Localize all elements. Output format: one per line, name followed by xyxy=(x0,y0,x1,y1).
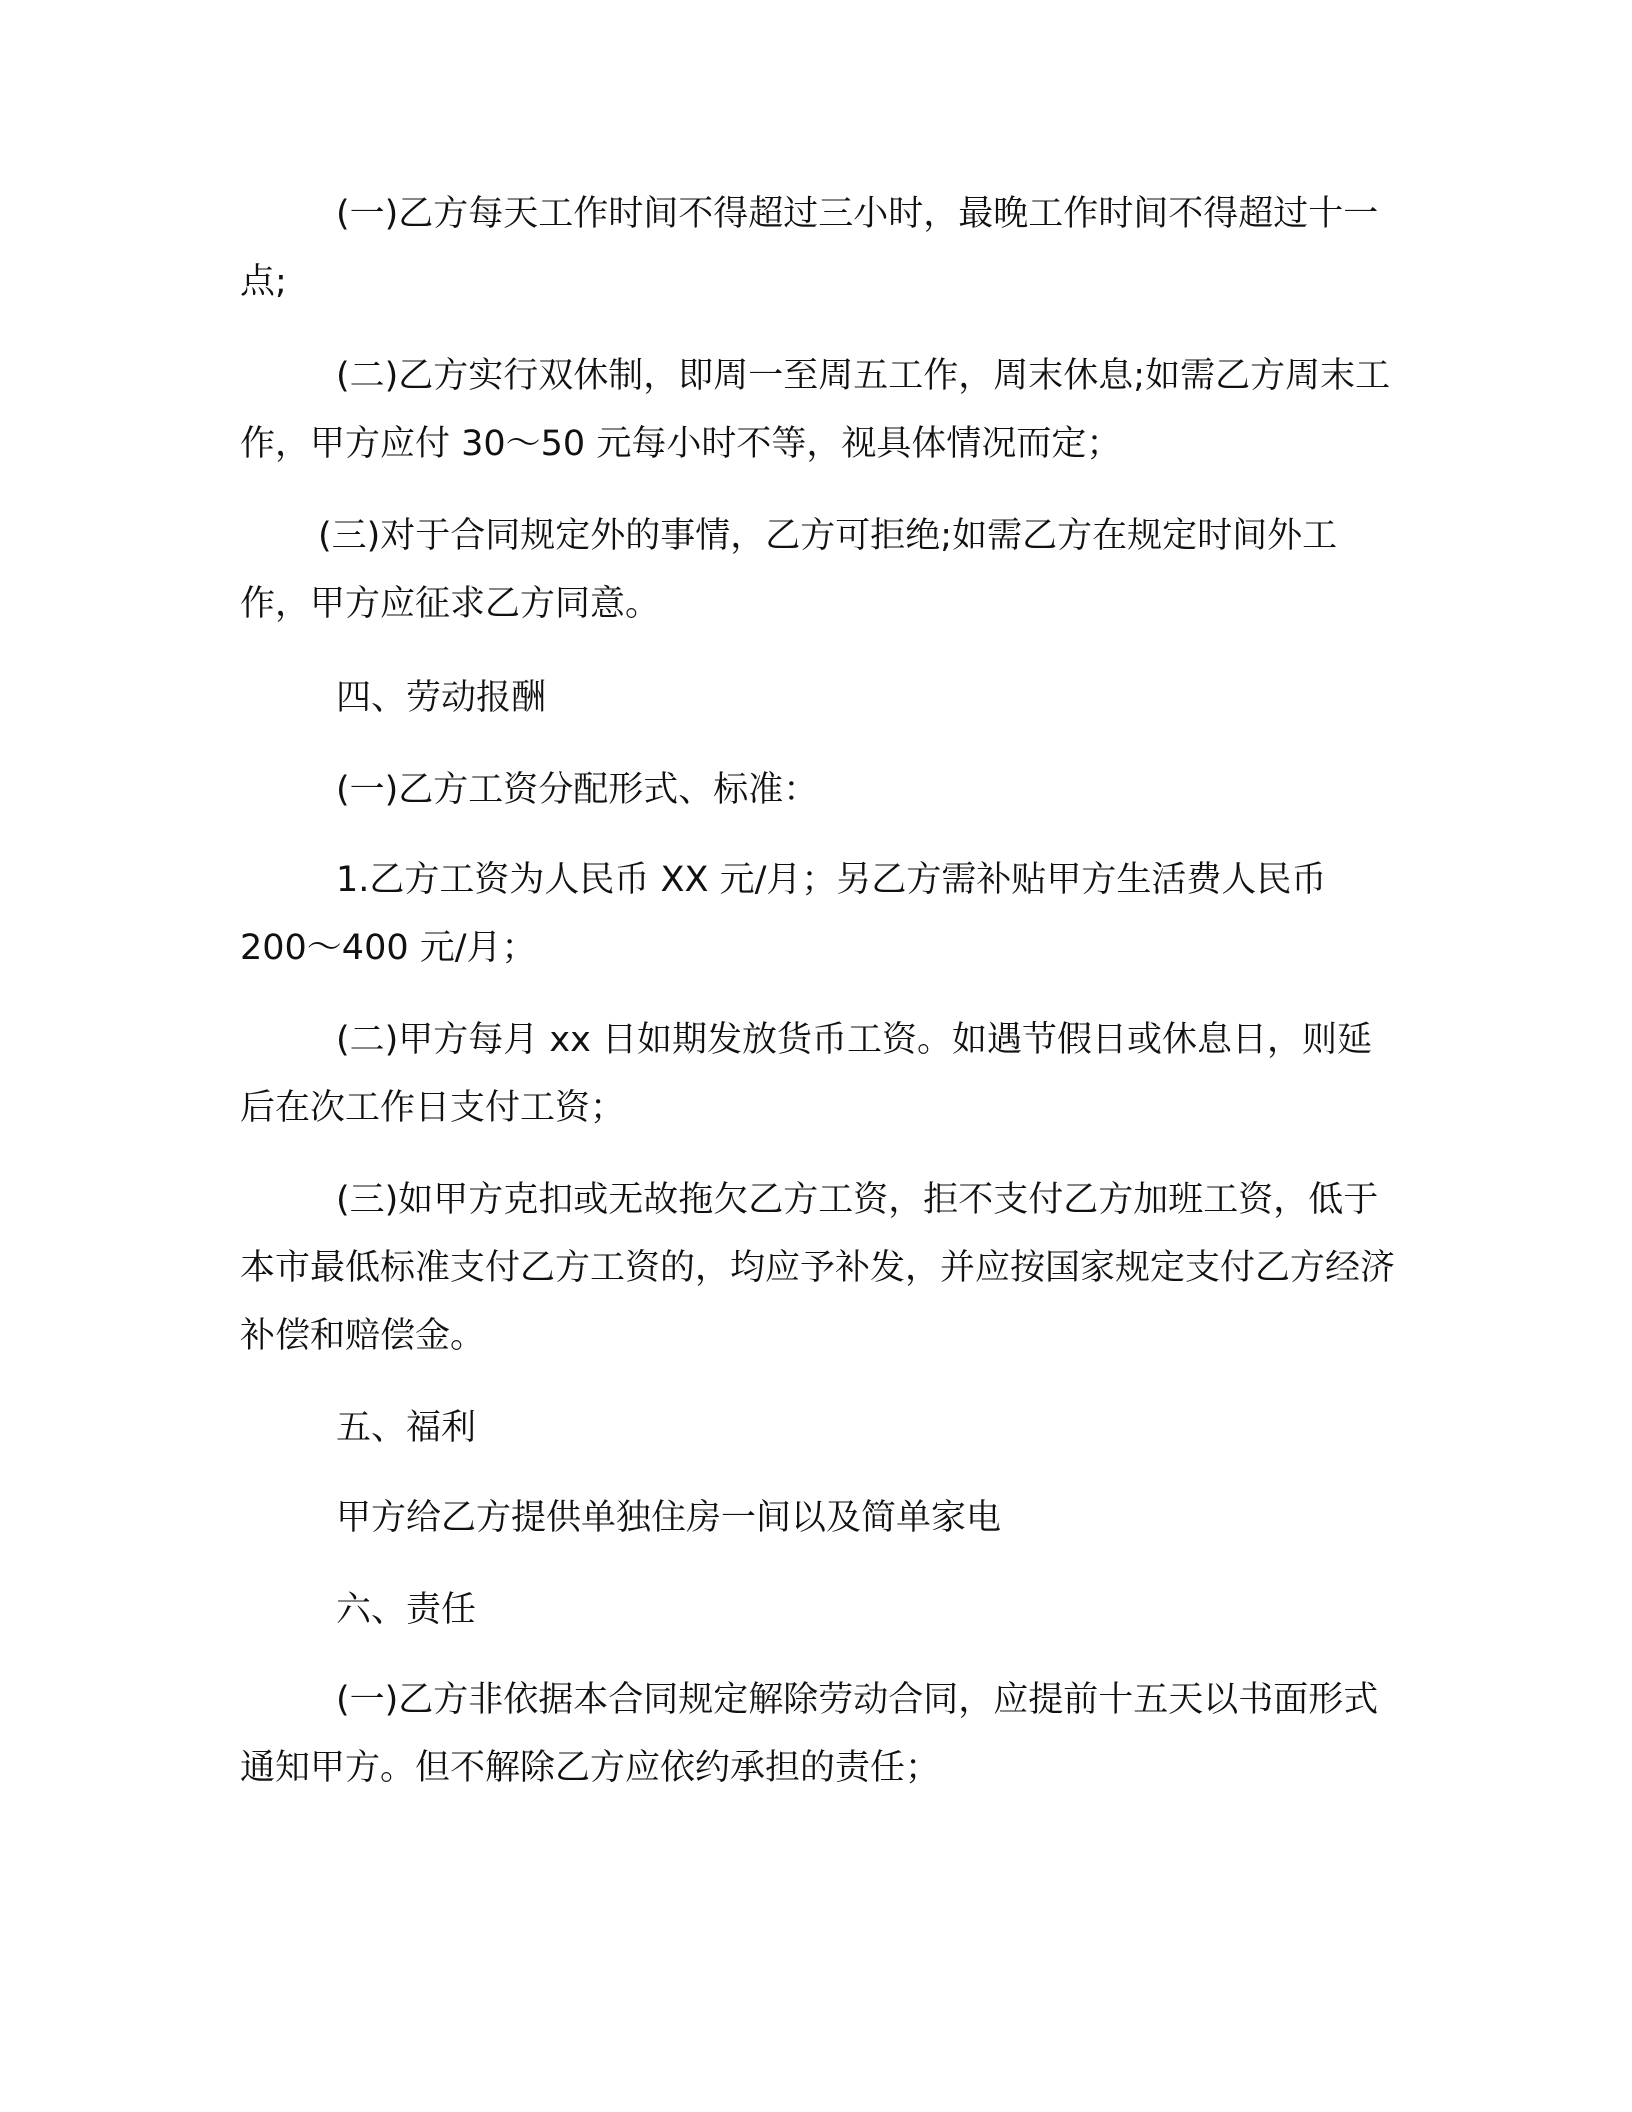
clause-salary-amount: 1.乙方工资为人民币 XX 元/月；另乙方需补贴甲方生活费人民币 200～400 元/月； xyxy=(240,860,1327,968)
clause-extra-work: (三)对于合同规定外的事情，乙方可拒绝;如需乙方在规定时间外工作，甲方应征求乙方同意。 xyxy=(240,516,1338,624)
clause-pay-day: (二)甲方每月 xx 日如期发放货币工资。如遇节假日或休息日，则延后在次工作日支付工资； xyxy=(240,1020,1372,1128)
section-heading-welfare: 五、福利 xyxy=(336,1408,477,1448)
section-heading-remuneration: 四、劳动报酬 xyxy=(336,678,547,718)
clause-termination-notice: (一)乙方非依据本合同规定解除劳动合同，应提前十五天以书面形式通知甲方。但不解除乙方应依约承担的责任； xyxy=(240,1680,1379,1788)
clause-housing: 甲方给乙方提供单独住房一间以及简单家电 xyxy=(336,1498,1002,1538)
clause-work-hours: (一)乙方每天工作时间不得超过三小时，最晚工作时间不得超过十一点; xyxy=(240,194,1379,302)
section-heading-responsibility: 六、责任 xyxy=(336,1590,477,1630)
clause-salary-form: (一)乙方工资分配形式、标准： xyxy=(336,770,819,810)
clause-rest-days: (二)乙方实行双休制，即周一至周五工作，周末休息;如需乙方周末工作，甲方应付 30～50 元每小时不等，视具体情况而定； xyxy=(240,356,1391,464)
clause-wage-arrears: (三)如甲方克扣或无故拖欠乙方工资，拒不支付乙方加班工资，低于本市最低标准支付乙方工资的，均应予补发，并应按国家规定支付乙方经济补偿和赔偿金。 xyxy=(240,1180,1396,1356)
